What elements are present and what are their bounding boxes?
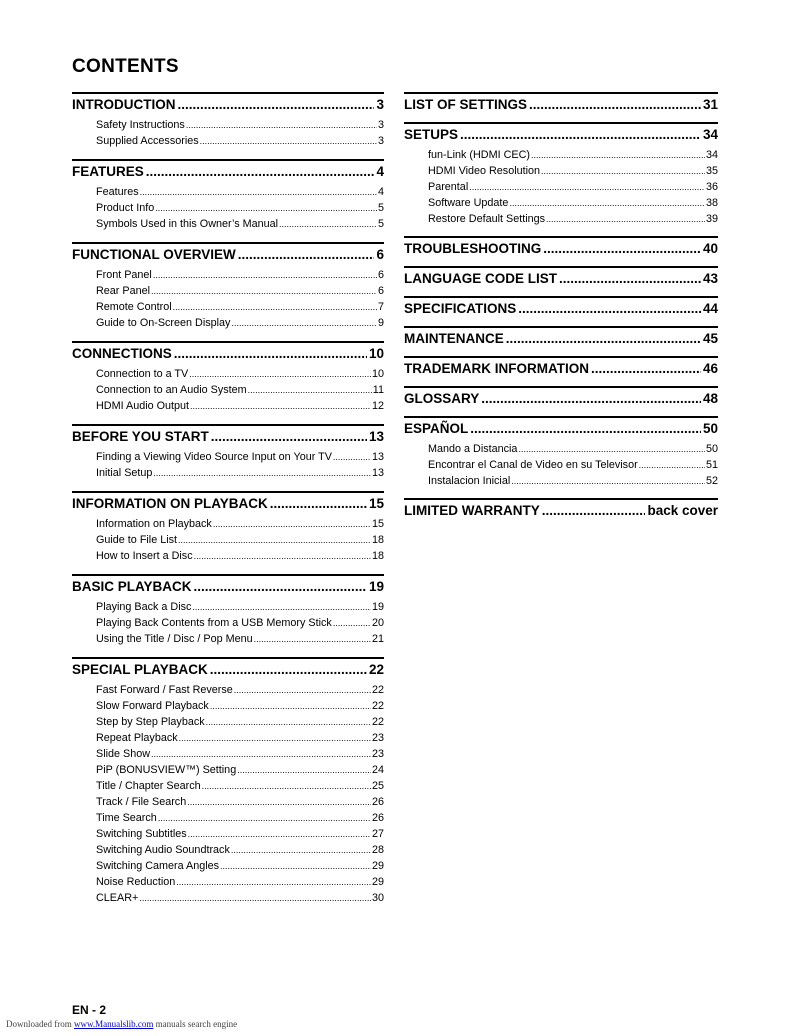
- entry-title: Mando a Distancia: [428, 443, 518, 455]
- entry-title: Initial Setup: [96, 467, 153, 479]
- entry-title: Time Search: [96, 812, 157, 824]
- section-page-number: 10: [368, 346, 384, 361]
- toc-section-heading[interactable]: [72, 491, 384, 512]
- entry-title: Slide Show: [96, 748, 151, 760]
- dot-leader: [151, 283, 377, 299]
- toc-entry[interactable]: [96, 548, 384, 564]
- toc-section-heading[interactable]: [72, 159, 384, 180]
- toc-entry[interactable]: [96, 631, 384, 647]
- dot-leader: [333, 449, 371, 465]
- toc-entry[interactable]: [96, 890, 384, 906]
- toc-entry[interactable]: [96, 200, 384, 216]
- toc-section: [404, 236, 718, 257]
- dot-leader: [179, 730, 371, 746]
- tagline-text: manuals search engine: [155, 1019, 238, 1029]
- entry-title: Features: [96, 186, 139, 198]
- dot-leader: [153, 267, 377, 283]
- dot-leader: [559, 270, 701, 287]
- toc-entry[interactable]: [428, 147, 718, 163]
- entry-title: Restore Default Settings: [428, 213, 546, 225]
- entry-page-number: 3: [377, 119, 384, 131]
- dot-leader: [192, 599, 371, 615]
- toc-entry[interactable]: [96, 698, 384, 714]
- dot-leader: [210, 661, 367, 678]
- entry-title: How to Insert a Disc: [96, 550, 193, 562]
- entry-page-number: 5: [377, 218, 384, 230]
- toc-section: [72, 341, 384, 414]
- entry-page-number: 23: [371, 732, 384, 744]
- toc-section: [72, 159, 384, 232]
- section-title: INFORMATION ON PLAYBACK: [72, 496, 268, 511]
- toc-entry[interactable]: [96, 398, 384, 414]
- entry-title: Encontrar el Canal de Video en su Televisor: [428, 459, 638, 471]
- entry-title: Switching Subtitles: [96, 828, 187, 840]
- toc-entry[interactable]: [96, 465, 384, 481]
- section-page-number: 15: [368, 496, 384, 511]
- manualslib-link[interactable]: www.Manualslib.com: [73, 1019, 154, 1029]
- dot-leader: [509, 195, 705, 211]
- entry-page-number: 50: [705, 443, 718, 455]
- entry-page-number: 38: [705, 197, 718, 209]
- section-page-number: 19: [368, 579, 384, 594]
- dot-leader: [211, 428, 367, 445]
- entry-page-number: 7: [377, 301, 384, 313]
- entry-title: Remote Control: [96, 301, 172, 313]
- dot-leader: [248, 382, 372, 398]
- entry-page-number: 12: [371, 400, 384, 412]
- section-title: TROUBLESHOOTING: [404, 241, 542, 256]
- entry-title: Supplied Accessories: [96, 135, 199, 147]
- dot-leader: [511, 473, 705, 489]
- entry-title: Repeat Playback: [96, 732, 178, 744]
- entry-page-number: 6: [377, 285, 384, 297]
- section-page-number: 43: [702, 271, 718, 286]
- toc-entry[interactable]: [96, 874, 384, 890]
- entry-title: Switching Camera Angles: [96, 860, 220, 872]
- entry-page-number: 18: [371, 550, 384, 562]
- section-page-number: 34: [702, 127, 718, 142]
- toc-entry[interactable]: [428, 179, 718, 195]
- section-title: FUNCTIONAL OVERVIEW: [72, 247, 236, 262]
- entry-page-number: 30: [371, 892, 384, 904]
- entry-title: Track / File Search: [96, 796, 187, 808]
- toc-entry[interactable]: [96, 746, 384, 762]
- entry-title: Software Update: [428, 197, 509, 209]
- entry-title: Safety Instructions: [96, 119, 185, 131]
- dot-leader: [190, 398, 371, 414]
- dot-leader: [231, 842, 371, 858]
- download-footer: [6, 1019, 237, 1029]
- dot-leader: [140, 184, 377, 200]
- entry-title: Fast Forward / Fast Reverse: [96, 684, 233, 696]
- entry-title: Playing Back Contents from a USB Memory Stick: [96, 617, 332, 629]
- entry-page-number: 34: [705, 149, 718, 161]
- entry-title: Title / Chapter Search: [96, 780, 201, 792]
- dot-leader: [543, 240, 701, 257]
- dot-leader: [518, 300, 701, 317]
- section-page-number: 6: [376, 247, 384, 262]
- entry-title: HDMI Video Resolution: [428, 165, 541, 177]
- section-title: MAINTENANCE: [404, 331, 504, 346]
- entry-title: Guide to On-Screen Display: [96, 317, 231, 329]
- toc-entry[interactable]: [428, 441, 718, 457]
- entry-page-number: 29: [371, 876, 384, 888]
- entry-page-number: 28: [371, 844, 384, 856]
- section-page-number: 46: [702, 361, 718, 376]
- entry-page-number: 22: [371, 716, 384, 728]
- toc-section-heading[interactable]: [72, 574, 384, 595]
- entry-title: PiP (BONUSVIEW™) Setting: [96, 764, 237, 776]
- toc-entry[interactable]: [96, 283, 384, 299]
- toc-section: [404, 356, 718, 377]
- toc-entry[interactable]: [96, 615, 384, 631]
- dot-leader: [146, 163, 375, 180]
- section-title: INTRODUCTION: [72, 97, 176, 112]
- dot-leader: [158, 810, 371, 826]
- toc-section: [72, 657, 384, 906]
- section-title: LIST OF SETTINGS: [404, 97, 528, 112]
- entry-page-number: 36: [705, 181, 718, 193]
- toc-entry[interactable]: [96, 762, 384, 778]
- toc-section: [404, 122, 718, 227]
- toc-section-heading[interactable]: [404, 416, 718, 437]
- toc-section: [72, 491, 384, 564]
- dot-leader: [238, 246, 375, 263]
- toc-entry[interactable]: [96, 366, 384, 382]
- dot-leader: [178, 96, 375, 113]
- toc-section: [404, 266, 718, 287]
- dot-leader: [194, 548, 371, 564]
- toc-section: [72, 424, 384, 481]
- dot-leader: [237, 762, 371, 778]
- entry-page-number: 51: [705, 459, 718, 471]
- section-title: SPECIFICATIONS: [404, 301, 517, 316]
- toc-section-heading[interactable]: [404, 326, 718, 347]
- dot-leader: [270, 495, 367, 512]
- section-title: BEFORE YOU START: [72, 429, 209, 444]
- dot-leader: [220, 858, 371, 874]
- toc-entry[interactable]: [96, 842, 384, 858]
- dot-leader: [460, 126, 701, 143]
- entry-page-number: 23: [371, 748, 384, 760]
- toc-left-column: [72, 92, 384, 916]
- entry-title: Playing Back a Disc: [96, 601, 192, 613]
- toc-entry[interactable]: [96, 810, 384, 826]
- dot-leader: [506, 330, 701, 347]
- section-page-number: 50: [702, 421, 718, 436]
- entry-title: Instalacion Inicial: [428, 475, 511, 487]
- section-page-number: 22: [368, 662, 384, 677]
- toc-entry[interactable]: [96, 117, 384, 133]
- toc-right-column: [404, 92, 718, 528]
- toc-entry[interactable]: [96, 299, 384, 315]
- entry-page-number: 26: [371, 812, 384, 824]
- section-page-number: 3: [376, 97, 384, 112]
- toc-section: [404, 296, 718, 317]
- entry-title: Using the Title / Disc / Pop Menu: [96, 633, 253, 645]
- entry-page-number: 25: [371, 780, 384, 792]
- toc-entry[interactable]: [96, 826, 384, 842]
- entry-page-number: 52: [705, 475, 718, 487]
- dot-leader: [186, 117, 377, 133]
- toc-section-heading[interactable]: [404, 296, 718, 317]
- toc-section: [404, 326, 718, 347]
- entry-page-number: 3: [377, 135, 384, 147]
- dot-leader: [213, 516, 371, 532]
- dot-leader: [333, 615, 371, 631]
- dot-leader: [200, 133, 377, 149]
- page-number: EN - 2: [72, 1003, 107, 1017]
- entry-page-number: 24: [371, 764, 384, 776]
- entry-page-number: 18: [371, 534, 384, 546]
- dot-leader: [531, 147, 705, 163]
- section-title: BASIC PLAYBACK: [72, 579, 192, 594]
- entry-page-number: 11: [372, 384, 384, 396]
- section-title: CONNECTIONS: [72, 346, 172, 361]
- section-title: SPECIAL PLAYBACK: [72, 662, 208, 677]
- entry-page-number: 6: [377, 269, 384, 281]
- entry-page-number: 39: [705, 213, 718, 225]
- toc-section-heading[interactable]: [404, 236, 718, 257]
- entry-page-number: 26: [371, 796, 384, 808]
- toc-entry[interactable]: [96, 714, 384, 730]
- toc-entry[interactable]: [96, 382, 384, 398]
- entry-title: Step by Step Playback: [96, 716, 205, 728]
- page-title: CONTENTS: [72, 56, 179, 77]
- toc-section: [404, 386, 718, 407]
- entry-page-number: 22: [371, 684, 384, 696]
- toc-section-heading[interactable]: [72, 242, 384, 263]
- dot-leader: [178, 532, 371, 548]
- entry-title: Parental: [428, 181, 469, 193]
- toc-entry[interactable]: [96, 778, 384, 794]
- toc-entry[interactable]: [96, 315, 384, 331]
- toc-entry[interactable]: [96, 267, 384, 283]
- entry-title: HDMI Audio Output: [96, 400, 190, 412]
- dot-leader: [206, 714, 371, 730]
- dot-leader: [155, 200, 377, 216]
- section-page-number: 40: [702, 241, 718, 256]
- entry-title: CLEAR+: [96, 892, 139, 904]
- toc-entry[interactable]: [428, 211, 718, 227]
- toc-entry[interactable]: [428, 163, 718, 179]
- toc-entry[interactable]: [96, 682, 384, 698]
- entry-title: Switching Audio Soundtrack: [96, 844, 230, 856]
- entry-page-number: 13: [371, 467, 384, 479]
- entry-title: Rear Panel: [96, 285, 151, 297]
- dot-leader: [176, 874, 371, 890]
- toc-section-heading[interactable]: [72, 341, 384, 362]
- dot-leader: [529, 96, 701, 113]
- toc-entry[interactable]: [96, 532, 384, 548]
- entry-page-number: 29: [371, 860, 384, 872]
- section-title: GLOSSARY: [404, 391, 480, 406]
- toc-entry[interactable]: [96, 599, 384, 615]
- toc-section: [72, 92, 384, 149]
- toc-section: [72, 574, 384, 647]
- entry-page-number: 35: [705, 165, 718, 177]
- dot-leader: [254, 631, 371, 647]
- toc-section: [404, 92, 718, 113]
- entry-title: Finding a Viewing Video Source Input on Your TV: [96, 451, 332, 463]
- entry-page-number: 5: [377, 202, 384, 214]
- dot-leader: [174, 345, 367, 362]
- section-page-number: 13: [368, 429, 384, 444]
- entry-page-number: 10: [371, 368, 384, 380]
- dot-leader: [189, 366, 371, 382]
- toc-section: [404, 498, 718, 519]
- section-title: SETUPS: [404, 127, 459, 142]
- downloaded-from-text: Downloaded from: [6, 1019, 72, 1029]
- entry-page-number: 19: [371, 601, 384, 613]
- toc-entry[interactable]: [96, 730, 384, 746]
- toc-entry[interactable]: [96, 516, 384, 532]
- entry-page-number: 27: [371, 828, 384, 840]
- dot-leader: [188, 826, 371, 842]
- section-title: TRADEMARK INFORMATION: [404, 361, 589, 376]
- section-page-number: 44: [702, 301, 718, 316]
- dot-leader: [279, 216, 377, 232]
- section-page-number: 31: [702, 97, 718, 112]
- entry-title: Front Panel: [96, 269, 152, 281]
- dot-leader: [139, 890, 371, 906]
- section-title: FEATURES: [72, 164, 144, 179]
- dot-leader: [231, 315, 377, 331]
- section-title: LIMITED WARRANTY: [404, 503, 540, 518]
- toc-entry[interactable]: [428, 195, 718, 211]
- entry-title: Slow Forward Playback: [96, 700, 209, 712]
- dot-leader: [173, 299, 377, 315]
- toc-section-heading[interactable]: [404, 356, 718, 377]
- toc-entry[interactable]: [96, 449, 384, 465]
- dot-leader: [151, 746, 371, 762]
- dot-leader: [187, 794, 371, 810]
- entry-title: fun-Link (HDMI CEC): [428, 149, 530, 161]
- dot-leader: [546, 211, 705, 227]
- dot-leader: [153, 465, 371, 481]
- toc-entry[interactable]: [428, 473, 718, 489]
- section-title: ESPAÑOL: [404, 421, 469, 436]
- dot-leader: [202, 778, 371, 794]
- entry-page-number: 15: [371, 518, 384, 530]
- toc-section-heading[interactable]: [404, 498, 718, 519]
- dot-leader: [542, 502, 646, 519]
- entry-page-number: 9: [377, 317, 384, 329]
- entry-title: Product Info: [96, 202, 155, 214]
- entry-title: Information on Playback: [96, 518, 212, 530]
- entry-title: Symbols Used in this Owner’s Manual: [96, 218, 279, 230]
- toc-entry[interactable]: [96, 794, 384, 810]
- toc-entry[interactable]: [96, 133, 384, 149]
- toc-section: [72, 242, 384, 331]
- dot-leader: [210, 698, 371, 714]
- toc-entry[interactable]: [96, 184, 384, 200]
- dot-leader: [541, 163, 705, 179]
- toc-section-heading[interactable]: [72, 424, 384, 445]
- entry-page-number: 21: [371, 633, 384, 645]
- toc-section-heading[interactable]: [404, 92, 718, 113]
- toc-entry[interactable]: [428, 457, 718, 473]
- toc-entry[interactable]: [96, 216, 384, 232]
- dot-leader: [639, 457, 705, 473]
- section-page-number: 48: [702, 391, 718, 406]
- dot-leader: [591, 360, 701, 377]
- dot-leader: [470, 420, 701, 437]
- section-page-number: 4: [376, 164, 384, 179]
- section-page-number: back cover: [647, 503, 718, 518]
- dot-leader: [518, 441, 705, 457]
- toc-section-heading[interactable]: [404, 266, 718, 287]
- toc-entry[interactable]: [96, 858, 384, 874]
- entry-page-number: 20: [371, 617, 384, 629]
- dot-leader: [469, 179, 705, 195]
- entry-page-number: 13: [371, 451, 384, 463]
- section-page-number: 45: [702, 331, 718, 346]
- entry-title: Connection to an Audio System: [96, 384, 247, 396]
- entry-page-number: 4: [377, 186, 384, 198]
- dot-leader: [194, 578, 367, 595]
- entry-title: Guide to File List: [96, 534, 178, 546]
- dot-leader: [481, 390, 701, 407]
- entry-title: Connection to a TV: [96, 368, 189, 380]
- toc-section-heading[interactable]: [404, 122, 718, 143]
- toc-section-heading[interactable]: [404, 386, 718, 407]
- entry-page-number: 22: [371, 700, 384, 712]
- toc-section: [404, 416, 718, 489]
- toc-section-heading[interactable]: [72, 657, 384, 678]
- entry-title: Noise Reduction: [96, 876, 176, 888]
- dot-leader: [234, 682, 371, 698]
- toc-section-heading[interactable]: [72, 92, 384, 113]
- section-title: LANGUAGE CODE LIST: [404, 271, 558, 286]
